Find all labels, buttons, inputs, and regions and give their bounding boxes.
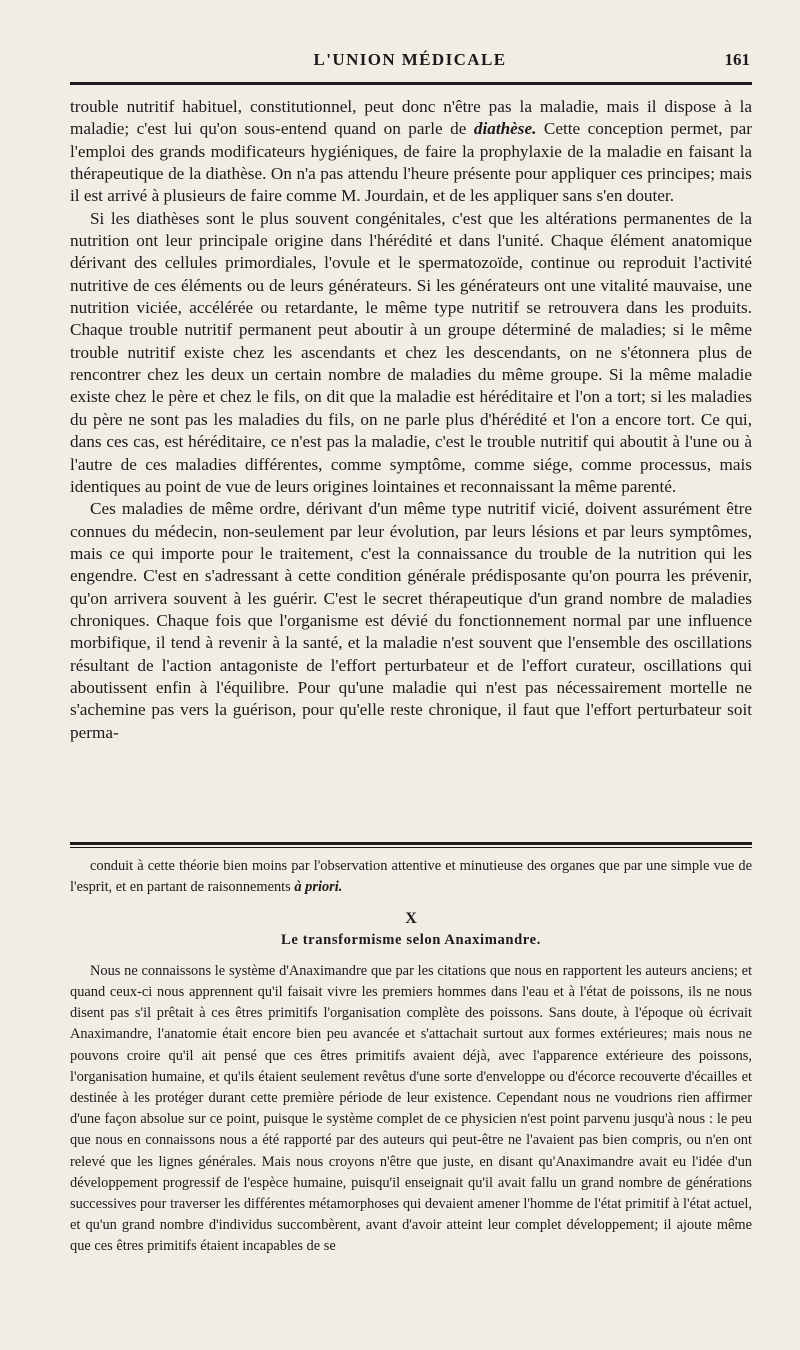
section-divider-rule (70, 842, 752, 845)
paragraph-3: Ces maladies de même ordre, dérivant d'un même type nutritif vicié, doivent assurément être connues du médecin, non-seulement par leur évolution, par leurs lésions et par leurs symptômes, mais ce qui importe pour le traitement, c'est la connaissance du trouble de la nutrition qui les engendre. C'est en s'adressant à cette condition générale prédisposante qu'on pourra les prévenir, qu'on arrivera souvent à les guérir. C'est le secret thérapeutique d'un grand nombre de maladies chroniques. Chaque fois que l'organisme est dévié du fonctionnement normal par une influence morbifique, il tend à revenir à la santé, et la maladie n'est souvent que l'ensemble des oscillations résultant de l'action antagoniste de l'effort perturbateur et de l'effort curateur, oscillations qui aboutissent enfin à l'équilibre. Pour qu'une maladie qui n'est pas nécessairement mortelle ne s'achemine pas vers la guérison, pour qu'elle reste chronique, il faut que l'effort perturbateur soit perma- (70, 499, 752, 742)
secondary-paragraph-1-italic: à priori. (294, 879, 343, 896)
secondary-paragraph-2: Nous ne connaissons le système d'Anaximandre que par les citations que nous en rapportent les auteurs anciens; et quand ceux-ci nous apprennent qu'il faisait vivre les premiers hommes dans l'eau et à l'état de poissons, ils ne nous disent pas s'il prêtait à ces êtres primitifs l'organisation complète des poissons. Sans doute, à l'époque où écrivait Anaximandre, l'anatomie était encore bien peu avancée et s'attachait surtout aux formes extérieures; mais nous ne pouvons croire qu'il ait pensé que ces êtres primitifs avaient déjà, avec l'apparence extérieure des poissons, l'organisation humaine, et qu'ils étaient seulement revêtus d'une sorte d'enveloppe ou d'écorce recouverte d'écailles et destinée à les protéger durant cette première période de leur existence. Cependant nous ne voudrions rien affirmer d'une façon absolue sur ce point, puisque le système complet de ce physicien n'est point parvenu jusqu'à nous : le peu que nous en connaissons nous a été rapporté par des auteurs qui peut-être ne l'avaient pas bien compris, ou n'en ont relevé que les lignes générales. Mais nous croyons n'être que juste, en disant qu'Anaximandre avait eu l'idée d'un développement progressif de l'espèce humaine, puisqu'il enseignait qu'il avait fallu un grand nombre de générations successives pour traverser les différentes métamorphoses qui devaient amener l'homme de l'état primitif à l'état actuel, et qu'un grand nombre d'individus succombèrent, avant d'avoir atteint leur complet développement; il ajoute même que ces êtres primitifs étaient incapables de se (70, 962, 752, 1255)
section-number: X (405, 910, 417, 928)
main-text-block (70, 96, 752, 744)
paragraph-1 (70, 96, 752, 208)
secondary-paragraph-1 (70, 856, 752, 898)
paragraph-1-italic: diathèse. (473, 119, 537, 139)
section-divider-thin-rule (70, 847, 752, 848)
section-title: Le transformisme selon Anaximandre. (281, 931, 541, 948)
paragraph-1-text-b: Cette conception permet, par l'emploi des grands modificateurs hygiéniques, de faire la prophylaxie de la maladie en faisant la thérapeutique de la diathèse. On n'a pas attendu l'heure présente pour appliquer ces principes; mais il est arrivé à plusieurs de faire comme M. Jourdain, et de les appliquer sans s'en douter. (70, 119, 752, 206)
running-header (70, 50, 750, 78)
secondary-paragraph-1-text: conduit à cette théorie bien moins par l'observation attentive et minutieuse des organes que par une simple vue de l'esprit, et en partant de raisonnements (70, 858, 752, 896)
paragraph-2: Si les diathèses sont le plus souvent congénitales, c'est que les altérations permanentes de la nutrition ont leur principale origine dans l'hérédité et dans l'unité. Chaque élément anatomique dérivant des cellules primordiales, l'ovule et le spermatozoïde, continue ou reproduit l'activité nutritive de ces éléments ou de leurs générateurs. Si les générateurs ont une vitalité mauvaise, une nutrition viciée, accélérée ou retardante, le même type nutritif se retrouvera dans les produits. Chaque trouble nutritif permanent peut aboutir à un groupe déterminé de maladies; si le même trouble nutritif existe chez les ascendants et chez les descendants, on ne s'étonnera plus de rencontrer chez les deux un certain nombre de maladies du même groupe. Si la même maladie existe chez le père et chez le fils, on dit que la maladie est héréditaire et l'on a tort; si les maladies du père ne sont pas les maladies du fils, on ne parle plus d'hérédité et l'on a encore tort. Ce qui, dans ces cas, est héréditaire, ce n'est pas la maladie, c'est le trouble nutritif qui aboutit à l'une ou à l'autre de ces maladies différentes, comme symptôme, comme siége, comme processus, mais identiques au point de vue de leurs origines lointaines et reconnaissant la même parenté. (70, 208, 752, 496)
page-number: 161 (724, 50, 750, 69)
paragraph-1-text-a: trouble nutritif habituel, constitutionnel, peut donc n'être pas la maladie, mais il dispose à la maladie; c'est lui qu'on sous-entend quand on parle de (70, 97, 752, 139)
header-rule (70, 82, 752, 85)
secondary-text-block (70, 856, 752, 1258)
journal-title: L'UNION MÉDICALE (313, 50, 507, 69)
